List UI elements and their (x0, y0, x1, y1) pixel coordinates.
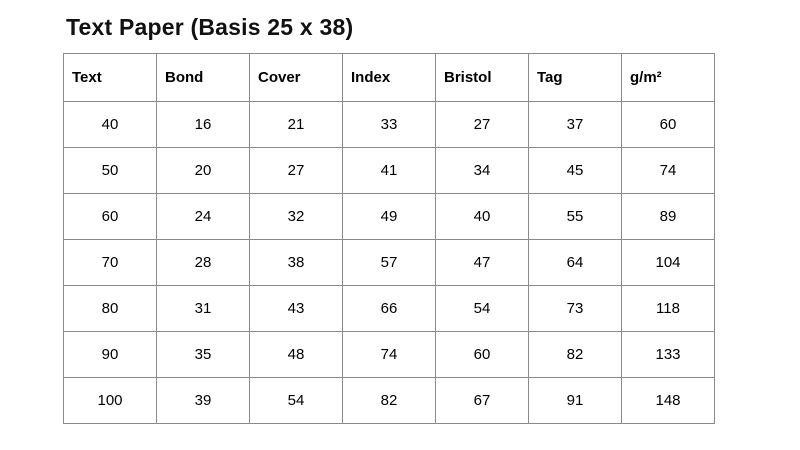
table-cell: 64 (529, 240, 622, 286)
table-cell: 21 (250, 102, 343, 148)
table-cell: 55 (529, 194, 622, 240)
table-cell: 48 (250, 332, 343, 378)
table-cell: 67 (436, 378, 529, 424)
table-cell: 57 (343, 240, 436, 286)
table-row (64, 148, 715, 194)
table-cell: 118 (622, 286, 715, 332)
table-cell: 33 (343, 102, 436, 148)
table-cell: 24 (157, 194, 250, 240)
table-cell: 100 (64, 378, 157, 424)
column-header-cover: Cover (250, 54, 343, 102)
table-cell: 148 (622, 378, 715, 424)
table-row (64, 378, 715, 424)
table-cell: 66 (343, 286, 436, 332)
table-row (64, 102, 715, 148)
table-cell: 37 (529, 102, 622, 148)
table-header-row (64, 54, 715, 102)
table-cell: 45 (529, 148, 622, 194)
table-cell: 39 (157, 378, 250, 424)
table-cell: 60 (622, 102, 715, 148)
table-cell: 82 (343, 378, 436, 424)
table-cell: 50 (64, 148, 157, 194)
table-cell: 16 (157, 102, 250, 148)
table-cell: 40 (436, 194, 529, 240)
table-cell: 82 (529, 332, 622, 378)
table-cell: 104 (622, 240, 715, 286)
column-header-text: Text (64, 54, 157, 102)
page-title: Text Paper (Basis 25 x 38) (66, 14, 354, 40)
table-cell: 41 (343, 148, 436, 194)
table-cell: 60 (64, 194, 157, 240)
table-cell: 133 (622, 332, 715, 378)
column-header-bond: Bond (157, 54, 250, 102)
table-cell: 35 (157, 332, 250, 378)
table-cell: 54 (436, 286, 529, 332)
table-body (64, 102, 715, 424)
table-row (64, 332, 715, 378)
column-header-gsm: g/m² (622, 54, 715, 102)
table-cell: 74 (343, 332, 436, 378)
table-row (64, 286, 715, 332)
table-cell: 32 (250, 194, 343, 240)
table-row (64, 240, 715, 286)
table-cell: 74 (622, 148, 715, 194)
table-cell: 31 (157, 286, 250, 332)
column-header-index: Index (343, 54, 436, 102)
table-cell: 27 (250, 148, 343, 194)
table-cell: 34 (436, 148, 529, 194)
table-cell: 43 (250, 286, 343, 332)
table-row (64, 194, 715, 240)
table-cell: 91 (529, 378, 622, 424)
table-cell: 20 (157, 148, 250, 194)
table-cell: 54 (250, 378, 343, 424)
table-cell: 40 (64, 102, 157, 148)
column-header-bristol: Bristol (436, 54, 529, 102)
table-cell: 60 (436, 332, 529, 378)
table-cell: 47 (436, 240, 529, 286)
table-cell: 49 (343, 194, 436, 240)
table-cell: 27 (436, 102, 529, 148)
table-cell: 73 (529, 286, 622, 332)
table-cell: 80 (64, 286, 157, 332)
paper-weight-table (63, 53, 715, 424)
table-cell: 70 (64, 240, 157, 286)
table-cell: 89 (622, 194, 715, 240)
table-cell: 28 (157, 240, 250, 286)
column-header-tag: Tag (529, 54, 622, 102)
table-cell: 38 (250, 240, 343, 286)
table-cell: 90 (64, 332, 157, 378)
